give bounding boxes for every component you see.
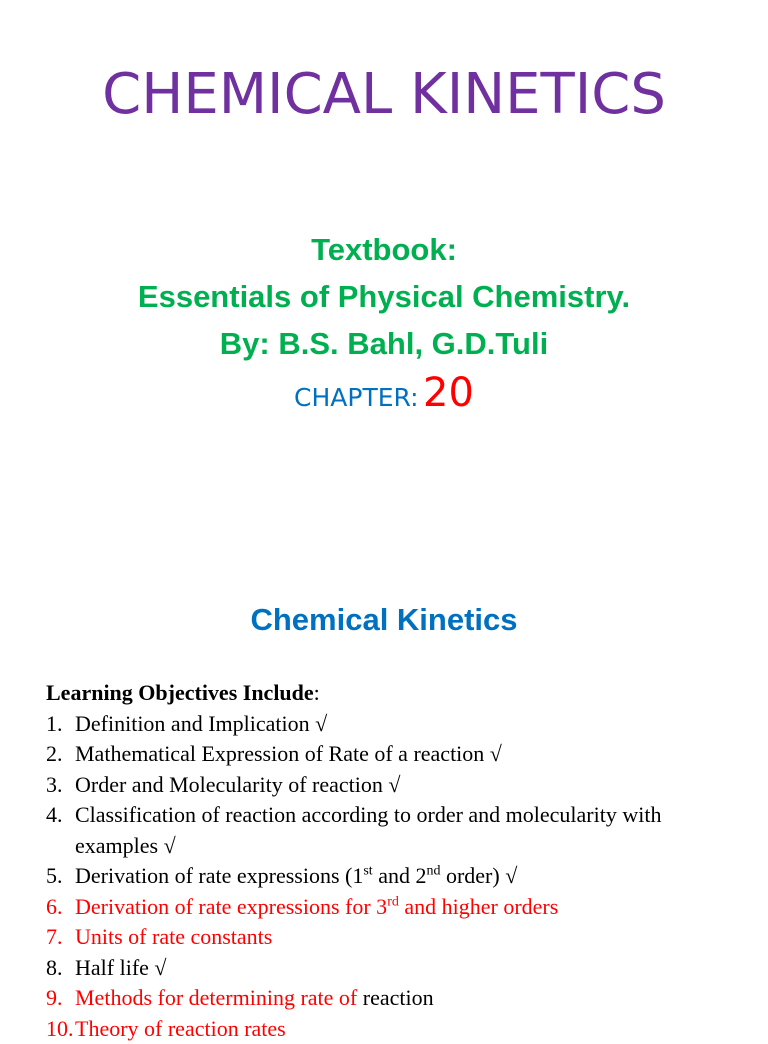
item-number: 6. [46, 892, 75, 923]
item-text: Theory of reaction rates [75, 1014, 746, 1044]
item-number: 8. [46, 953, 75, 984]
item-text: Order and Molecularity of reaction √ [75, 770, 746, 801]
list-item [46, 892, 746, 923]
item-text: Mathematical Expression of Rate of a reaction √ [75, 739, 746, 770]
list-item [46, 861, 746, 892]
ordinal-suffix: nd [426, 864, 440, 879]
slide-2-title: Chemical Kinetics [0, 602, 768, 638]
list-item [46, 922, 746, 953]
list-item [46, 953, 746, 984]
item-text: Classification of reaction according to order and molecularity with examples √ [75, 800, 746, 861]
item-number: 2. [46, 739, 75, 770]
list-item [46, 709, 746, 740]
slide-title: CHEMICAL KINETICS [0, 62, 768, 127]
item-text-part: reaction [357, 985, 433, 1010]
item-text: Units of rate constants [75, 922, 746, 953]
learning-objectives [46, 678, 746, 1044]
list-item [46, 739, 746, 770]
item-number: 7. [46, 922, 75, 953]
item-number: 1. [46, 709, 75, 740]
item-number: 5. [46, 861, 75, 892]
list-item [46, 1014, 746, 1044]
chapter-label: CHAPTER: [294, 383, 419, 412]
objectives-heading-colon: : [314, 680, 320, 705]
item-text-part: and higher orders [399, 894, 558, 919]
item-text-part: order) √ [440, 863, 517, 888]
item-text: Half life √ [75, 953, 746, 984]
list-item [46, 770, 746, 801]
ordinal-suffix: rd [387, 894, 399, 909]
textbook-block [0, 226, 768, 367]
book-authors: By: B.S. Bahl, G.D.Tuli [0, 320, 768, 367]
item-number: 3. [46, 770, 75, 801]
item-number: 4. [46, 800, 75, 861]
ordinal-suffix: st [363, 864, 372, 879]
list-item [46, 800, 746, 861]
item-text [75, 892, 746, 923]
chapter-line [0, 370, 768, 416]
item-text [75, 983, 746, 1014]
item-text-part: Methods for determining rate of [75, 985, 357, 1010]
item-text [75, 861, 746, 892]
book-title: Essentials of Physical Chemistry. [0, 273, 768, 320]
objectives-heading [46, 678, 746, 709]
item-text: Definition and Implication √ [75, 709, 746, 740]
slide-2 [0, 576, 768, 1024]
chapter-number: 20 [423, 370, 474, 416]
textbook-label: Textbook: [0, 226, 768, 273]
item-text-part: Derivation of rate expressions (1 [75, 863, 363, 888]
item-text-part: Derivation of rate expressions for 3 [75, 894, 387, 919]
item-text-part: and 2 [373, 863, 427, 888]
item-number: 10. [46, 1014, 75, 1044]
item-number: 9. [46, 983, 75, 1014]
list-item [46, 983, 746, 1014]
objectives-heading-text: Learning Objectives Include [46, 680, 314, 705]
